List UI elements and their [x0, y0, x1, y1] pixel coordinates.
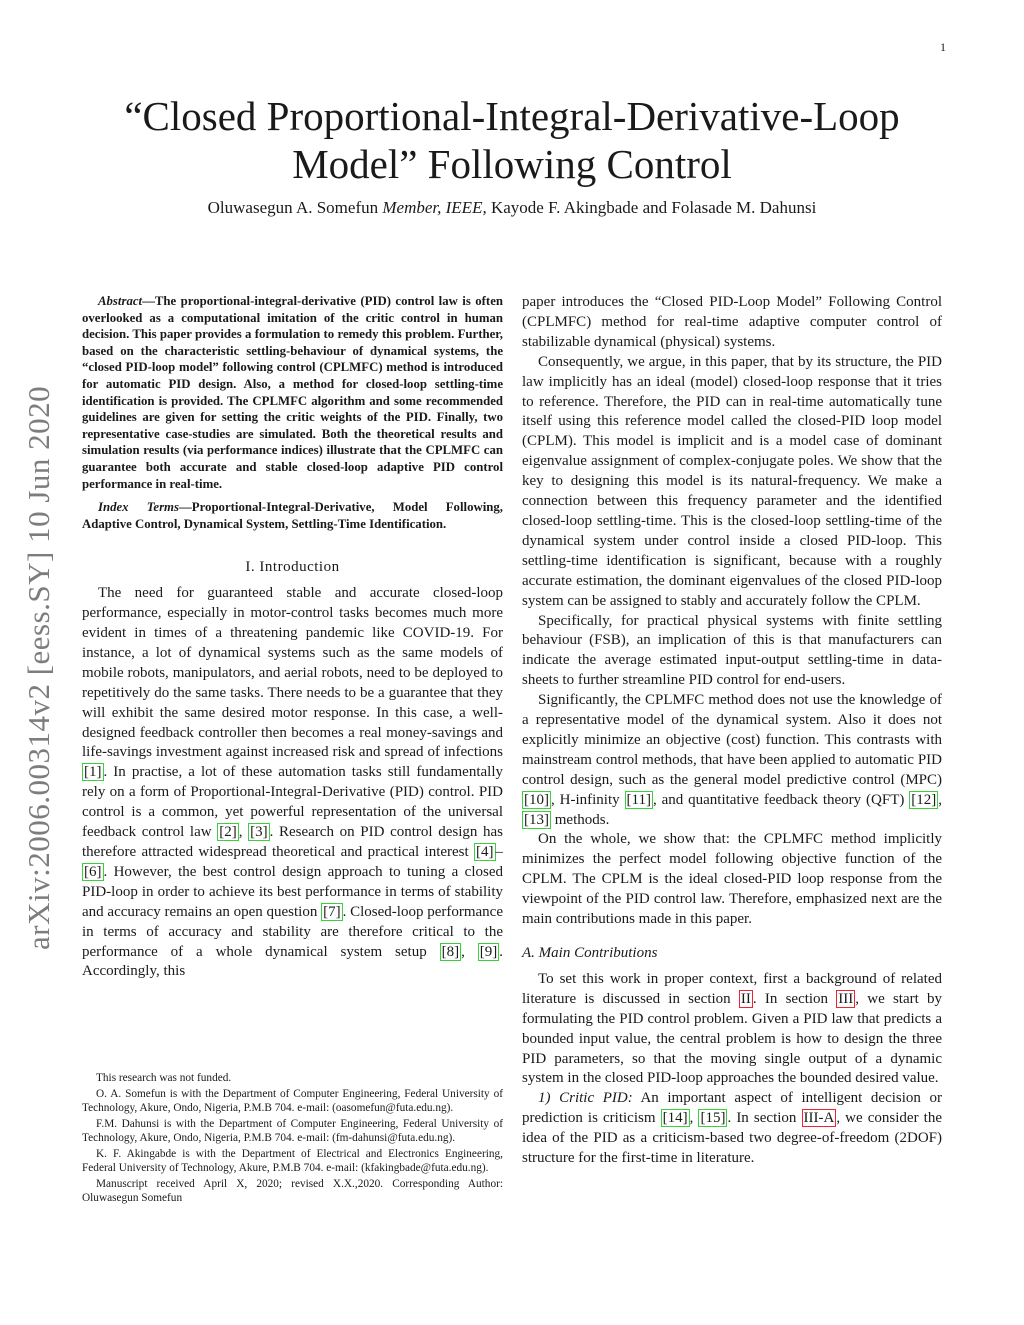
footnote-author-1: O. A. Somefun is with the Department of Computer Engineering, Federal University of Technology, Akure, Ondo, Nigeria, P.M.B 704. e-mail: (oasomefun@futa.edu.ng).	[82, 1087, 503, 1114]
body-paragraph: Consequently, we argue, in this paper, that by its structure, the PID law implicitly has an ideal (model) closed-loop response that it tries to reference. Therefore, the PID can in real-time automatically tune itself using this reference model called the closed-PID loop model (CPLM). This model is implicit and is a model case of dominant eigenvalue assignment of complex-conjugate poles. We show that the key to designing this model is its natural-frequency. We make a connection between this frequency parameter and the identified closed-loop settling-time. This is the closed-loop settling-time of the dynamical system under control inside a closed PID-loop. This settling-time identification is significant, because with a roughly accurate estimation, the dominant eigenvalues of the closed PID-loop system can be assigned to stably and accurately follow the CPLM.	[522, 353, 942, 609]
paper-title	[0, 92, 1024, 188]
footnote-manuscript: Manuscript received April X, 2020; revised X.X.,2020. Corresponding Author: Oluwasegun Somefun	[82, 1177, 503, 1204]
body-paragraph	[522, 1089, 942, 1169]
citation-link[interactable]: [11]	[626, 791, 651, 808]
citation-link[interactable]: [7]	[323, 903, 341, 920]
author-list	[0, 198, 1024, 218]
title-line-2: Model” Following Control	[292, 141, 732, 187]
intro-text: . In practise, a lot of these automation tasks still fundamentally rely on a form of Proportional-Integral-Derivative (PID) control. PID control is a common, yet powerful representation of the universal feedback control law	[82, 764, 503, 841]
page-number: 1	[940, 40, 946, 54]
citation-link[interactable]: [1]	[84, 764, 102, 781]
intro-text: ,	[238, 824, 249, 841]
right-column	[522, 293, 942, 1169]
body-text: methods.	[551, 811, 610, 828]
body-text: , we start by formulating the PID control problem. Given a PID law that predicts a bounded input value, the central problem is how to design the three PID parameters, so that the moving single output of a dynamic system in the closed PID-loop approaches the bounded desired value.	[522, 990, 942, 1087]
citation-link[interactable]: [4]	[476, 844, 494, 860]
intro-text: . Closed-loop performance in terms of accuracy and stability are therefore critical to the performance of a whole dynamical system setup	[82, 903, 503, 960]
section-link[interactable]: II	[740, 990, 751, 1007]
footnote-author-3: F.M. Dahunsi is with the Department of Computer Engineering, Federal University of Technology, Akure, Ondo, Nigeria, P.M.B 704. e-mail: (fm-dahunsi@futa.edu.ng).	[82, 1117, 503, 1144]
citation-link[interactable]: [2]	[219, 824, 237, 841]
intro-text: . Accordingly, this	[82, 943, 503, 980]
body-text: . In section	[752, 990, 837, 1007]
intro-text: . Research on PID control design has therefore attracted widespread theoretical and practical interest	[82, 824, 503, 860]
citation-link[interactable]: [12]	[911, 791, 937, 808]
body-text: . In section	[727, 1110, 802, 1127]
footnote-funding: This research was not funded.	[96, 1072, 232, 1084]
footnotes	[82, 1071, 503, 1207]
intro-text: ,	[461, 943, 478, 960]
intro-paragraph	[82, 584, 503, 982]
abstract-text: —The proportional-integral-derivative (PID) control law is often overlooked as a computational imitation of the critic control in human decision. This paper provides a formulation to remedy this problem. Further, based on the characteristic settling-behaviour of dynamical systems, the “closed PID-loop model” following control (CPLMFC) method is introduced for automatic PID design. Also, a method for closed-loop settling-time identification is provided. The CPLMFC algorithm and some recommended guidelines are given for setting the critic weights of the PID. Finally, two representative case-studies are simulated. Both the theoretical results and simulation results (via performance indices) illustrate that the CPLMFC can guarantee both accurate and stable closed-loop adaptive PID control performance in real-time.	[82, 294, 503, 491]
abstract-label: Abstract	[98, 294, 143, 308]
citation-link[interactable]: [9]	[479, 943, 498, 960]
citation-link[interactable]: [3]	[250, 824, 268, 841]
abstract	[82, 293, 503, 492]
body-text: , we consider the idea of the PID as a criticism-based two degree-of-freedom (2DOF) structure for the first-time in literature.	[522, 1110, 943, 1167]
citation-link[interactable]: [15]	[700, 1110, 726, 1127]
body-text: , H-infinity	[551, 791, 625, 808]
author-1: Oluwasegun A. Somefun	[207, 198, 383, 217]
body-paragraph	[522, 970, 942, 1089]
section-link[interactable]: III	[838, 990, 854, 1007]
intro-text: The need for guaranteed stable and accurate closed-loop performance, especially in motor-control tasks becomes much more evident in times of a threatening pandemic like COVID-19. For instance, a lot of dynamical systems such as the same models of mobile robots, manipulators, and aerial robots, need to be deployed to repetitively do the same tasks. There needs to be a guarantee that they will exhibit the same desired motor response. In this case, a well-designed feedback controller then becomes a real money-savings and life-savings investment against increased risk and spread of infections	[82, 585, 503, 761]
index-terms-label: Index Terms	[98, 500, 179, 515]
body-text: ,	[689, 1110, 699, 1127]
body-text: An important aspect of intelligent decision or prediction is criticism	[522, 1090, 942, 1127]
footnote-author-2: K. F. Akingabde is with the Department of Electrical and Electronics Engineering, Federal University of Technology, Akure, P.M.B 704. e-mail: (kfakingbade@futa.edu.ng).	[82, 1147, 503, 1174]
citation-link[interactable]: [10]	[524, 791, 549, 808]
paragraph-label: 1) Critic PID:	[538, 1090, 633, 1107]
citation-link[interactable]: [14]	[662, 1110, 688, 1127]
citation-link[interactable]: [8]	[441, 943, 460, 960]
section-heading-introduction: I. Introduction	[245, 559, 340, 576]
subsection-heading: A. Main Contributions	[522, 945, 658, 961]
body-paragraph	[522, 691, 942, 830]
body-text: , and quantitative feedback theory (QFT)	[652, 791, 910, 808]
section-link[interactable]: III-A	[803, 1110, 835, 1127]
body-paragraph: paper introduces the “Closed PID-Loop Model” Following Control (CPLMFC) method for real-time adaptive computer control of stabilizable dynamical (physical) systems.	[522, 294, 942, 350]
body-paragraph: Specifically, for practical physical systems with finite settling behaviour (FSB), an implication of this is that manufacturers can indicate the average estimated input-output settling-time in data-sheets to further streamline PID control for end-users.	[522, 612, 942, 689]
intro-text: –	[495, 844, 503, 860]
body-text: ,	[938, 791, 942, 808]
intro-text: . However, the best control design approach to tuning a closed PID-loop in order to achieve its best performance in terms of stability and accuracy remains an open question	[82, 863, 503, 920]
citation-link[interactable]: [13]	[524, 811, 549, 828]
arxiv-stamp: arXiv:2006.00314v2 [eess.SY] 10 Jun 2020	[21, 385, 56, 950]
author-1-role: Member, IEEE,	[382, 198, 487, 217]
body-text: Significantly, the CPLMFC method does not use the knowledge of a representative model of the dynamical system. Also it does not explicitly minimize an objective (cost) function. This contrasts with mainstream control methods, that have been applied to automatic PID control design, such as the general model predictive control (MPC)	[522, 692, 942, 788]
body-text: To set this work in proper context, first a background of related literature is discussed in section	[522, 970, 942, 1007]
body-paragraph: On the whole, we show that: the CPLMFC method implicitly minimizes the perfect model following objective function of the CPLM. The CPLM is the ideal closed-PID loop response from the viewpoint of the PID control law. Therefore, emphasized next are the main contributions made in this paper.	[522, 831, 942, 928]
index-terms	[82, 499, 503, 532]
index-terms-text: —Proportional-Integral-Derivative, Model Following, Adaptive Control, Dynamical System, Settling-Time Identification.	[82, 500, 503, 531]
citation-link[interactable]: [6]	[84, 863, 102, 880]
title-line-1: “Closed Proportional-Integral-Derivative-Loop	[124, 93, 900, 139]
author-others: Kayode F. Akingbade and Folasade M. Dahunsi	[486, 198, 817, 217]
left-column	[82, 293, 503, 982]
